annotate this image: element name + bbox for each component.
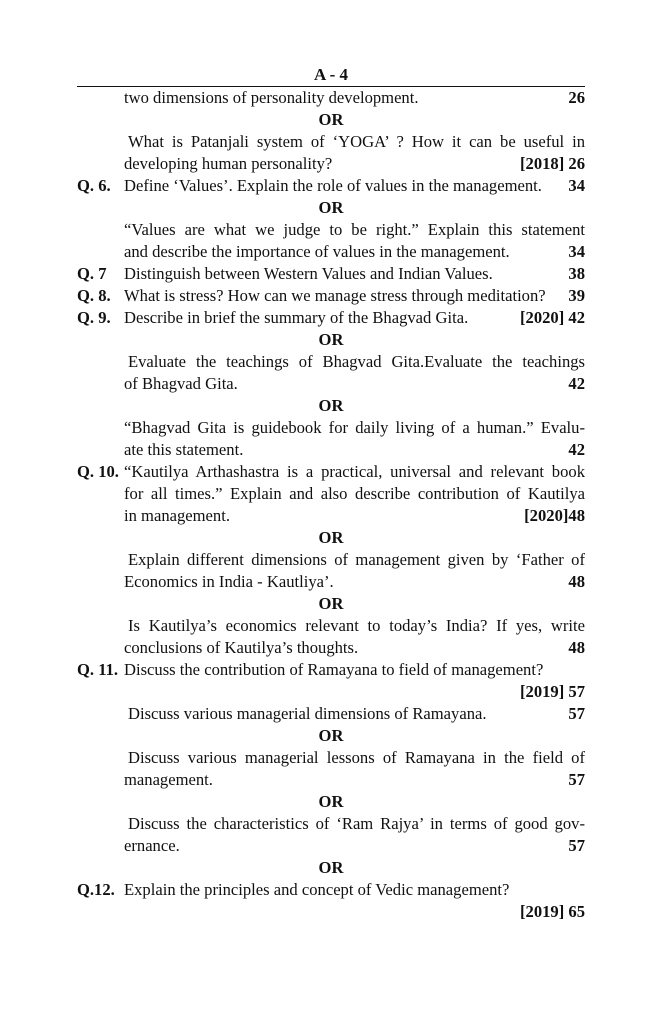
page-reference: 39 bbox=[562, 285, 585, 307]
question-line bbox=[77, 813, 585, 835]
question-number: Q.12. bbox=[77, 880, 115, 899]
page-reference: 57 bbox=[562, 835, 585, 857]
question-line bbox=[77, 747, 585, 769]
question-line bbox=[77, 131, 585, 153]
question-text: in management. bbox=[124, 506, 230, 525]
page-reference: 48 bbox=[562, 637, 585, 659]
question-line bbox=[77, 263, 585, 285]
question-text: conclusions of Kautilya’s thoughts. bbox=[124, 638, 359, 657]
or-separator: OR bbox=[318, 594, 344, 613]
question-text: “Bhagvad Gita is guidebook for daily living of a human.” Evalu- bbox=[124, 418, 585, 437]
question-line bbox=[77, 87, 585, 109]
question-line bbox=[77, 615, 585, 637]
page-reference: 42 bbox=[562, 373, 585, 395]
question-text: Discuss various managerial dimensions of Ramayana. bbox=[128, 704, 487, 723]
question-text: management. bbox=[124, 770, 213, 789]
question-text: “Values are what we judge to be right.” Explain this statement bbox=[124, 220, 585, 239]
page-reference: [2019] 57 bbox=[514, 681, 585, 703]
question-text: Evaluate the teachings of Bhagvad Gita.Evaluate the teachings bbox=[128, 352, 585, 371]
question-text: developing human personality? bbox=[124, 154, 333, 173]
or-separator: OR bbox=[318, 792, 344, 811]
question-line bbox=[77, 175, 585, 197]
page-reference: [2020] 42 bbox=[514, 307, 585, 329]
question-text: Distinguish between Western Values and Indian Values. bbox=[124, 264, 493, 283]
question-text: two dimensions of personality development. bbox=[124, 88, 419, 107]
question-text: and describe the importance of values in the management. bbox=[124, 242, 510, 261]
page-reference: 38 bbox=[562, 263, 585, 285]
question-line bbox=[77, 307, 585, 329]
question-line bbox=[77, 241, 585, 263]
or-separator: OR bbox=[318, 726, 344, 745]
question-line bbox=[77, 373, 585, 395]
question-number: Q. 7 bbox=[77, 264, 107, 283]
question-line bbox=[77, 571, 585, 593]
question-line bbox=[77, 659, 585, 681]
question-number: Q. 6. bbox=[77, 176, 111, 195]
question-number: Q. 9. bbox=[77, 308, 111, 327]
or-separator: OR bbox=[318, 198, 344, 217]
page-reference: 42 bbox=[562, 439, 585, 461]
question-text: Describe in brief the summary of the Bhagvad Gita. bbox=[124, 308, 469, 327]
question-text: What is stress? How can we manage stress through meditation? bbox=[124, 286, 546, 305]
or-separator: OR bbox=[318, 110, 344, 129]
question-text: “Kautilya Arthashastra is a practical, universal and relevant book bbox=[124, 462, 585, 481]
question-line bbox=[77, 637, 585, 659]
or-separator: OR bbox=[318, 396, 344, 415]
question-number: Q. 10. bbox=[77, 462, 119, 481]
question-line bbox=[77, 153, 585, 175]
page-reference: [2019] 65 bbox=[514, 901, 585, 923]
question-text: Define ‘Values’. Explain the role of values in the management. bbox=[124, 176, 542, 195]
question-line bbox=[77, 703, 585, 725]
question-text: ate this statement. bbox=[124, 440, 244, 459]
question-text: Explain the principles and concept of Vedic management? bbox=[124, 880, 510, 899]
page-reference: [2020]48 bbox=[518, 505, 585, 527]
question-text: Discuss the contribution of Ramayana to field of management? bbox=[124, 660, 544, 679]
question-number: Q. 11. bbox=[77, 660, 119, 679]
question-text: Economics in India - Kautliya’. bbox=[124, 572, 334, 591]
question-line bbox=[77, 879, 585, 901]
question-text: ernance. bbox=[124, 836, 180, 855]
question-text: of Bhagvad Gita. bbox=[124, 374, 238, 393]
question-text: Is Kautilya’s economics relevant to today’s India? If yes, write bbox=[128, 616, 585, 635]
page-reference: 48 bbox=[562, 571, 585, 593]
question-line bbox=[77, 351, 585, 373]
question-line bbox=[77, 769, 585, 791]
question-line bbox=[77, 417, 585, 439]
question-text: What is Patanjali system of ‘YOGA’ ? How it can be useful in bbox=[128, 132, 585, 151]
question-text: Explain different dimensions of management given by ‘Father of bbox=[128, 550, 585, 569]
question-line bbox=[77, 285, 585, 307]
question-line bbox=[77, 219, 585, 241]
question-line bbox=[77, 549, 585, 571]
page-reference: 26 bbox=[562, 87, 585, 109]
or-separator: OR bbox=[318, 858, 344, 877]
question-number: Q. 8. bbox=[77, 286, 111, 305]
question-line bbox=[77, 483, 585, 505]
page-reference: 34 bbox=[562, 175, 585, 197]
question-line bbox=[77, 681, 585, 703]
question-line bbox=[77, 901, 585, 923]
question-line bbox=[77, 461, 585, 483]
page-reference: 57 bbox=[562, 769, 585, 791]
page-reference: 34 bbox=[562, 241, 585, 263]
question-text: Discuss various managerial lessons of Ramayana in the field of bbox=[128, 748, 585, 767]
question-list bbox=[77, 87, 585, 923]
question-text: for all times.” Explain and also describe contribution of Kautilya bbox=[124, 484, 585, 503]
or-separator: OR bbox=[318, 528, 344, 547]
question-line bbox=[77, 835, 585, 857]
page-reference: [2018] 26 bbox=[514, 153, 585, 175]
or-separator: OR bbox=[318, 330, 344, 349]
question-line bbox=[77, 505, 585, 527]
question-text: Discuss the characteristics of ‘Ram Rajya’ in terms of good gov- bbox=[128, 814, 585, 833]
page-reference: 57 bbox=[562, 703, 585, 725]
question-line bbox=[77, 439, 585, 461]
page-number-header: A - 4 bbox=[314, 65, 348, 84]
